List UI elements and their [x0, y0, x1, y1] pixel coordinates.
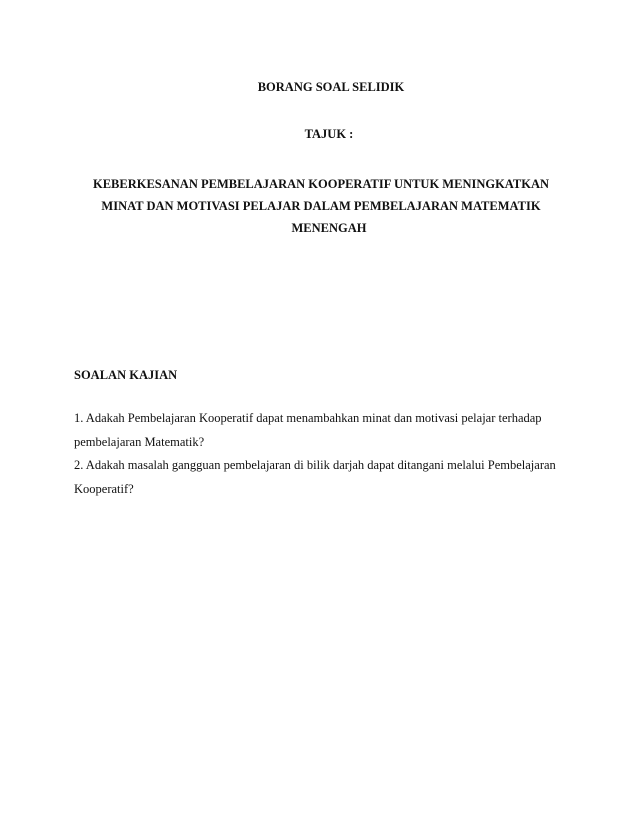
question-2-line-2: Kooperatif?: [74, 482, 134, 496]
topic-line: MENENGAH: [291, 221, 367, 235]
section-heading: SOALAN KAJIAN: [74, 368, 178, 382]
topic-label: TAJUK :: [304, 127, 354, 141]
topic-line: MINAT DAN MOTIVASI PELAJAR DALAM PEMBELAJARAN MATEMATIK: [101, 199, 541, 213]
question-2-line-1: 2. Adakah masalah gangguan pembelajaran di bilik darjah dapat ditangani melalui Pembelajaran: [74, 458, 556, 472]
form-title: BORANG SOAL SELIDIK: [257, 80, 405, 94]
question-1-line-1: 1. Adakah Pembelajaran Kooperatif dapat menambahkan minat dan motivasi pelajar terhadap: [74, 411, 542, 425]
topic-line: KEBERKESANAN PEMBELAJARAN KOOPERATIF UNTUK MENINGKATKAN: [92, 177, 550, 191]
question-1-line-2: pembelajaran Matematik?: [74, 435, 205, 449]
